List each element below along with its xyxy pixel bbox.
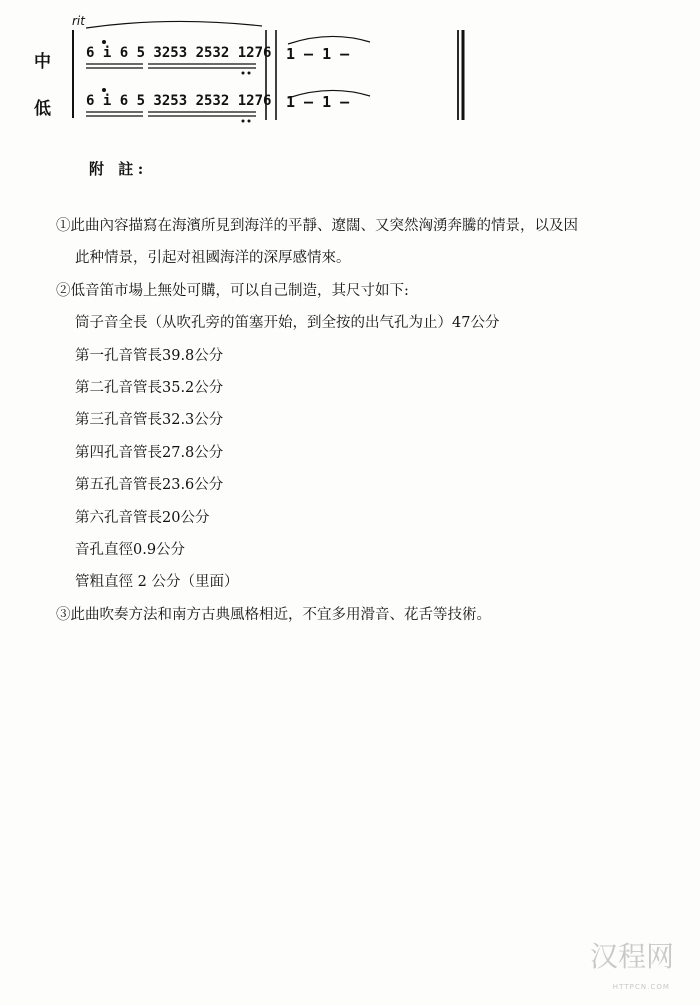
note-line: 筒子音全長（从吹孔旁的笛塞开始，到全按的出气孔为止）47公分 bbox=[75, 315, 500, 331]
note-line: 第一孔音管長39.8公分 bbox=[75, 348, 224, 364]
music-score bbox=[0, 0, 700, 130]
note-line: ③此曲吹奏方法和南方古典風格相近，不宜多用滑音、花舌等技術。 bbox=[56, 607, 491, 623]
measure-2-notes: 1 — 1 — bbox=[286, 45, 350, 63]
score-lines bbox=[0, 0, 700, 130]
note-line: 第六孔音管長20公分 bbox=[75, 510, 210, 526]
measure-1-notes: 6 i 6 5 3253 2532 1276 bbox=[86, 45, 272, 61]
note-line: 管粗直徑 2 公分（里面） bbox=[75, 574, 239, 590]
notes-heading: 附 註: bbox=[89, 160, 148, 178]
measure-1-notes: 6 i 6 5 3253 2532 1276 bbox=[86, 93, 272, 109]
note-line: ②低音笛市場上無处可購，可以自己制造，其尺寸如下: bbox=[56, 283, 409, 299]
tempo-mark: rit bbox=[72, 14, 85, 28]
part-label-middle: 中 bbox=[34, 52, 51, 72]
measure-2-notes: 1 — 1 — bbox=[286, 93, 350, 111]
note-line: 此种情景，引起对祖國海洋的深厚感情來。 bbox=[75, 250, 351, 266]
part-label-low: 低 bbox=[34, 99, 51, 119]
watermark-logo: 汉程网 bbox=[589, 940, 674, 973]
note-line: 第二孔音管長35.2公分 bbox=[75, 380, 224, 396]
note-line: 第五孔音管長23.6公分 bbox=[75, 477, 224, 493]
watermark-url: HTTPCN.COM bbox=[612, 983, 670, 991]
note-line: 第四孔音管長27.8公分 bbox=[75, 445, 224, 461]
note-line: 第三孔音管長32.3公分 bbox=[75, 412, 224, 428]
note-line: ①此曲內容描寫在海濱所見到海洋的平靜、遼闊、又突然洶湧奔騰的情景，以及因 bbox=[56, 218, 578, 234]
note-line: 音孔直徑0.9公分 bbox=[75, 542, 186, 558]
